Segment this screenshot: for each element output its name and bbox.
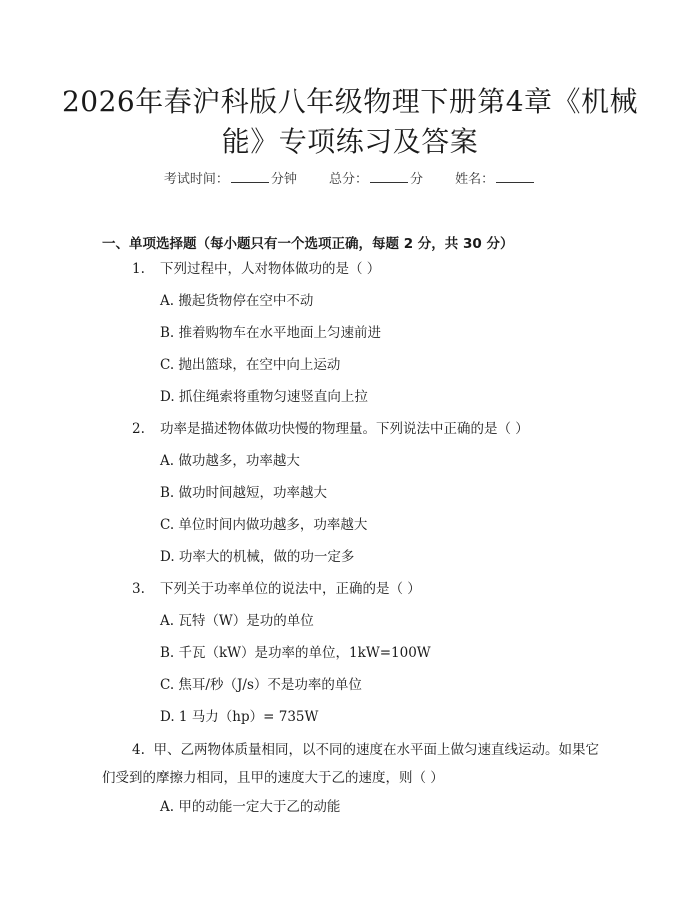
student-name	[455, 172, 536, 187]
q1-option-a[interactable]: A. 搬起货物停在空中不动	[160, 293, 314, 309]
q3-option-b[interactable]: B. 千瓦（kW）是功率的单位，1kW=100W	[160, 645, 431, 661]
time-blank[interactable]	[231, 170, 269, 183]
name-blank[interactable]	[496, 170, 534, 183]
q4-option-a[interactable]: A. 甲的动能一定大于乙的动能	[160, 799, 341, 815]
score-unit: 分	[410, 172, 424, 187]
question-3	[132, 576, 421, 602]
question-text: 功率是描述物体做功快慢的物理量。下列说法中正确的是（ ）	[160, 421, 529, 437]
q3-option-c[interactable]: C. 焦耳/秒（J/s）不是功率的单位	[160, 677, 362, 693]
question-text: 下列关于功率单位的说法中，正确的是（ ）	[160, 581, 421, 597]
question-text: 下列过程中，人对物体做功的是（ ）	[160, 261, 381, 277]
score-blank[interactable]	[370, 170, 408, 183]
q2-option-d[interactable]: D. 功率大的机械，做的功一定多	[160, 549, 355, 565]
question-number: 3.	[132, 581, 145, 597]
q2-option-a[interactable]: A. 做功越多，功率越大	[160, 453, 300, 469]
exam-time	[164, 172, 301, 187]
score-label: 总分：	[328, 172, 368, 187]
question-number: 4.	[132, 742, 145, 758]
time-unit: 分钟	[270, 172, 297, 187]
q2-option-c[interactable]: C. 单位时间内做功越多，功率越大	[160, 517, 368, 533]
question-1	[132, 256, 380, 282]
q3-option-a[interactable]: A. 瓦特（W）是功的单位	[160, 613, 314, 629]
q1-option-d[interactable]: D. 抓住绳索将重物匀速竖直向上拉	[160, 389, 368, 405]
question-2	[132, 416, 529, 442]
name-label: 姓名：	[455, 172, 495, 187]
time-label: 考试时间：	[163, 172, 229, 187]
question-number: 1.	[132, 261, 145, 277]
question-number: 2.	[132, 421, 145, 437]
section-heading: 一、单项选择题（每小题只有一个选项正确，每题 2 分，共 30 分）	[102, 236, 514, 252]
exam-meta	[0, 168, 700, 187]
question-text: 甲、乙两物体质量相同，以不同的速度在水平面上做匀速直线运动。如果它们受到的摩擦力相同，且甲的速度大于乙的速度，则（ ）	[102, 742, 599, 786]
q2-option-b[interactable]: B. 做功时间越短，功率越大	[160, 485, 328, 501]
q1-option-c[interactable]: C. 抛出篮球，在空中向上运动	[160, 357, 341, 373]
question-4	[102, 736, 607, 792]
page-title: 2026年春沪科版八年级物理下册第4章《机械能》专项练习及答案	[61, 85, 639, 158]
q1-option-b[interactable]: B. 推着购物车在水平地面上匀速前进	[160, 325, 382, 341]
exam-score	[329, 172, 427, 187]
q3-option-d[interactable]: D. 1 马力（hp）= 735W	[160, 709, 319, 725]
